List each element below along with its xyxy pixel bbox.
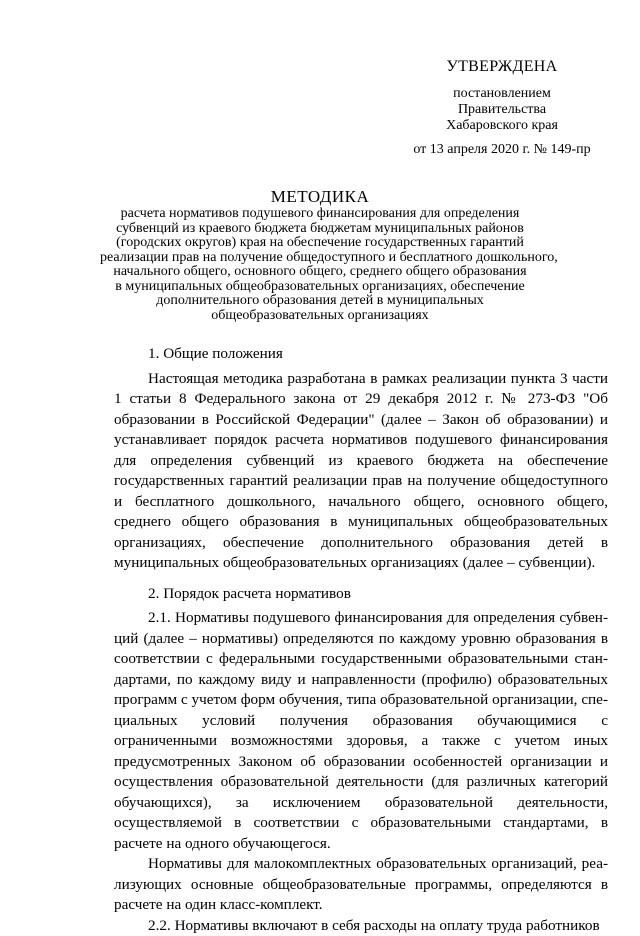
section-heading-calculation: 2. Порядок расчета нормативов [114,584,608,605]
paragraph-2-2: 2.2. Нормативы включают в себя расходы на оплату труда работников [114,916,608,936]
subtitle-line: дополнительного образования детей в муниципальных [100,294,540,309]
subtitle-line: в муниципальных общеобразовательных организациях, обеспечение [100,280,540,295]
subtitle-line: субвенций из краевого бюджета бюджетам муниципальных районов [100,222,540,237]
paragraph-small-schools: Нормативы для малокомплектных образовательных организаций, реализующих основные общеобразовательные программы, определяются в расчете на один класс-комплект. [114,854,608,916]
approval-line-region: Хабаровского края [392,118,612,134]
approval-date: от 13 апреля 2020 г. № 149-пр [392,142,612,158]
subtitle-line: реализации прав на получение общедоступного и бесплатного дошкольного, [100,251,540,266]
approval-title: УТВЕРЖДЕНА [392,56,612,78]
paragraph-2-1: 2.1. Нормативы подушевого финансирования для определения субвенций (далее – нормативы) определяются по каждому уровню образования в соответствии с федеральными государственными образовательными стандартами, по каждому виду и направленности (профилю) образовательных программ с учетом форм обучения, типа образовательной организации, специальных условий получения образования обучающимися с ограниченными возможностями здоровья, а также с учетом иных предусмотренных Законом об образовании особенностей организации и осуществления образовательной деятельности (для различных категорий обучающихся), за исключением образовательной деятельности, осуществляемой в соответствии с образовательными стандартами, в расчете на одного обучающегося. [114,608,608,854]
document-subtitle [100,207,540,323]
approval-line-government: Правительства [392,102,612,118]
subtitle-line: начального общего, основного общего, среднего общего образования [100,265,540,280]
approval-line-resolution: постановлением [392,86,612,102]
section-heading-general: 1. Общие положения [114,344,608,365]
subtitle-line: (городских округов) края на обеспечение государственных гарантий [100,236,540,251]
document-body [114,344,608,936]
approval-block [392,56,612,158]
subtitle-line: общеобразовательных организациях [100,309,540,324]
document-title: МЕТОДИКА [0,186,640,208]
subtitle-line: расчета нормативов подушевого финансирования для определения [100,207,540,222]
paragraph-general-provisions: Настоящая методика разработана в рамках реализации пункта 3 части 1 статьи 8 Федерального закона от 29 декабря 2012 г. № 273-ФЗ "Об образовании в Российской Федерации" (далее – Закон об образовании) и устанавливает порядок расчета нормативов подушевого финансирования для определения субвенций из краевого бюджета на обеспечение государственных гарантий реализации прав на получение общедоступного и бесплатного дошкольного, начального общего, основного общего, среднего общего образования в муниципальных общеобразовательных организациях, обеспечение дополнительного образования детей в муниципальных общеобразовательных организациях (далее – субвенции). [114,369,608,574]
